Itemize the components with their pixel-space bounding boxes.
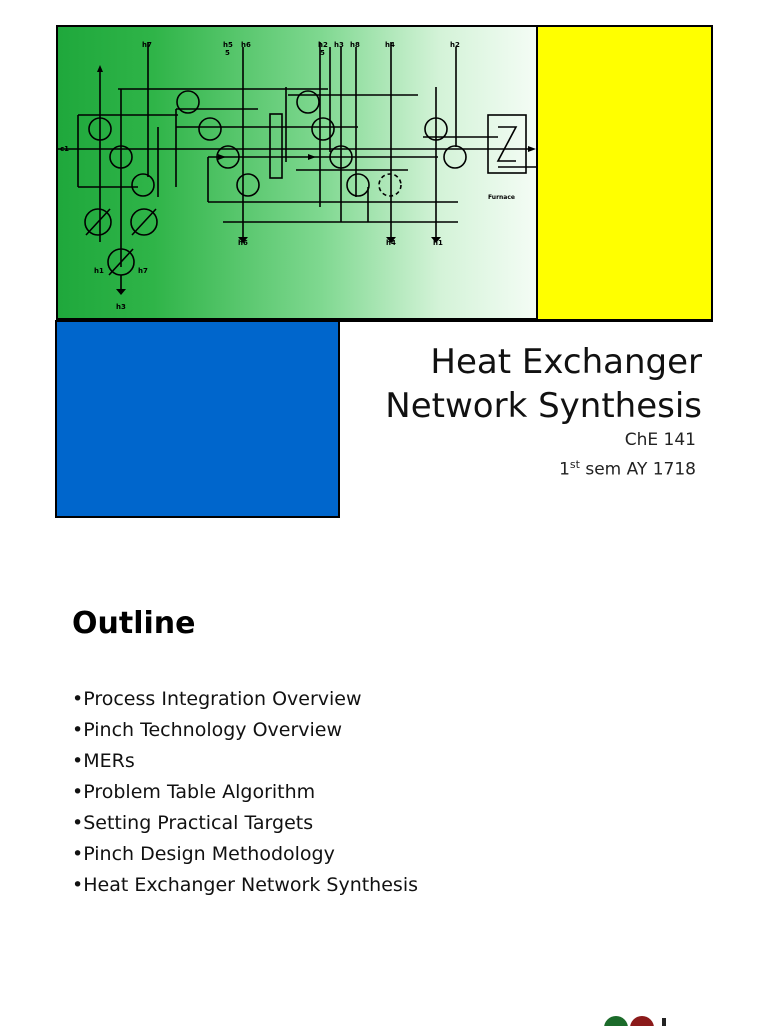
label-h6: h6 bbox=[241, 41, 251, 49]
logo-mark bbox=[662, 1018, 666, 1026]
outline-item: • MERs bbox=[72, 746, 418, 777]
arrowhead bbox=[218, 154, 226, 160]
semester-label bbox=[559, 458, 696, 480]
title-line-1: Heat Exchanger bbox=[430, 342, 702, 382]
divider-line bbox=[338, 320, 713, 322]
label-h8: h8 bbox=[350, 41, 360, 49]
exchanger bbox=[199, 118, 221, 140]
logo-circle-green bbox=[604, 1016, 628, 1026]
yellow-accent-block bbox=[536, 25, 713, 321]
semester-ordinal: 1 bbox=[559, 459, 570, 480]
outline-item: • Pinch Design Methodology bbox=[72, 839, 418, 870]
outline-item: • Problem Table Algorithm bbox=[72, 777, 418, 808]
slide-title bbox=[385, 340, 702, 428]
furnace-coil bbox=[498, 127, 516, 161]
semester-rest: sem AY 1718 bbox=[579, 459, 696, 480]
outline-list bbox=[72, 684, 418, 901]
hen-flowsheet-svg bbox=[58, 27, 538, 320]
label-h7: h7 bbox=[142, 41, 152, 49]
label-h7-left: h7 bbox=[138, 267, 148, 275]
arrowhead bbox=[308, 154, 316, 160]
outline-item: • Setting Practical Targets bbox=[72, 808, 418, 839]
course-code: ChE 141 bbox=[624, 430, 696, 450]
arrowhead bbox=[116, 289, 126, 295]
label-h4: h4 bbox=[385, 41, 395, 49]
label-h5-sub: 5 bbox=[225, 49, 230, 57]
label-h2: h2 bbox=[318, 41, 328, 49]
label-h1-bottom: h1 bbox=[433, 239, 443, 247]
outline-item: • Heat Exchanger Network Synthesis bbox=[72, 870, 418, 901]
semester-suffix: st bbox=[569, 458, 580, 471]
label-h5: h5 bbox=[223, 41, 233, 49]
label-h2-sub: 5 bbox=[320, 49, 325, 57]
splitter bbox=[270, 114, 282, 178]
logo-circle-red bbox=[630, 1016, 654, 1026]
label-furnace: Furnace bbox=[488, 194, 515, 201]
outline-item: • Process Integration Overview bbox=[72, 684, 418, 715]
label-h1-left: h1 bbox=[94, 267, 104, 275]
exchanger bbox=[237, 174, 259, 196]
label-c1: c1 bbox=[60, 145, 70, 153]
label-h6-bottom: h6 bbox=[238, 239, 248, 247]
label-h2-right: h2 bbox=[450, 41, 460, 49]
exchanger bbox=[379, 174, 401, 196]
label-h4-bottom: h4 bbox=[386, 239, 396, 247]
label-h3-bottom: h3 bbox=[116, 303, 126, 311]
exchanger bbox=[132, 174, 154, 196]
arrowhead bbox=[97, 65, 103, 72]
outline-item: • Pinch Technology Overview bbox=[72, 715, 418, 746]
title-line-2: Network Synthesis bbox=[385, 386, 702, 426]
label-h3: h3 bbox=[334, 41, 344, 49]
exchanger bbox=[347, 174, 369, 196]
arrowhead bbox=[528, 146, 536, 152]
outline-heading: Outline bbox=[72, 606, 196, 641]
heat-exchanger-network-diagram bbox=[56, 25, 538, 320]
blue-accent-block bbox=[55, 320, 340, 518]
